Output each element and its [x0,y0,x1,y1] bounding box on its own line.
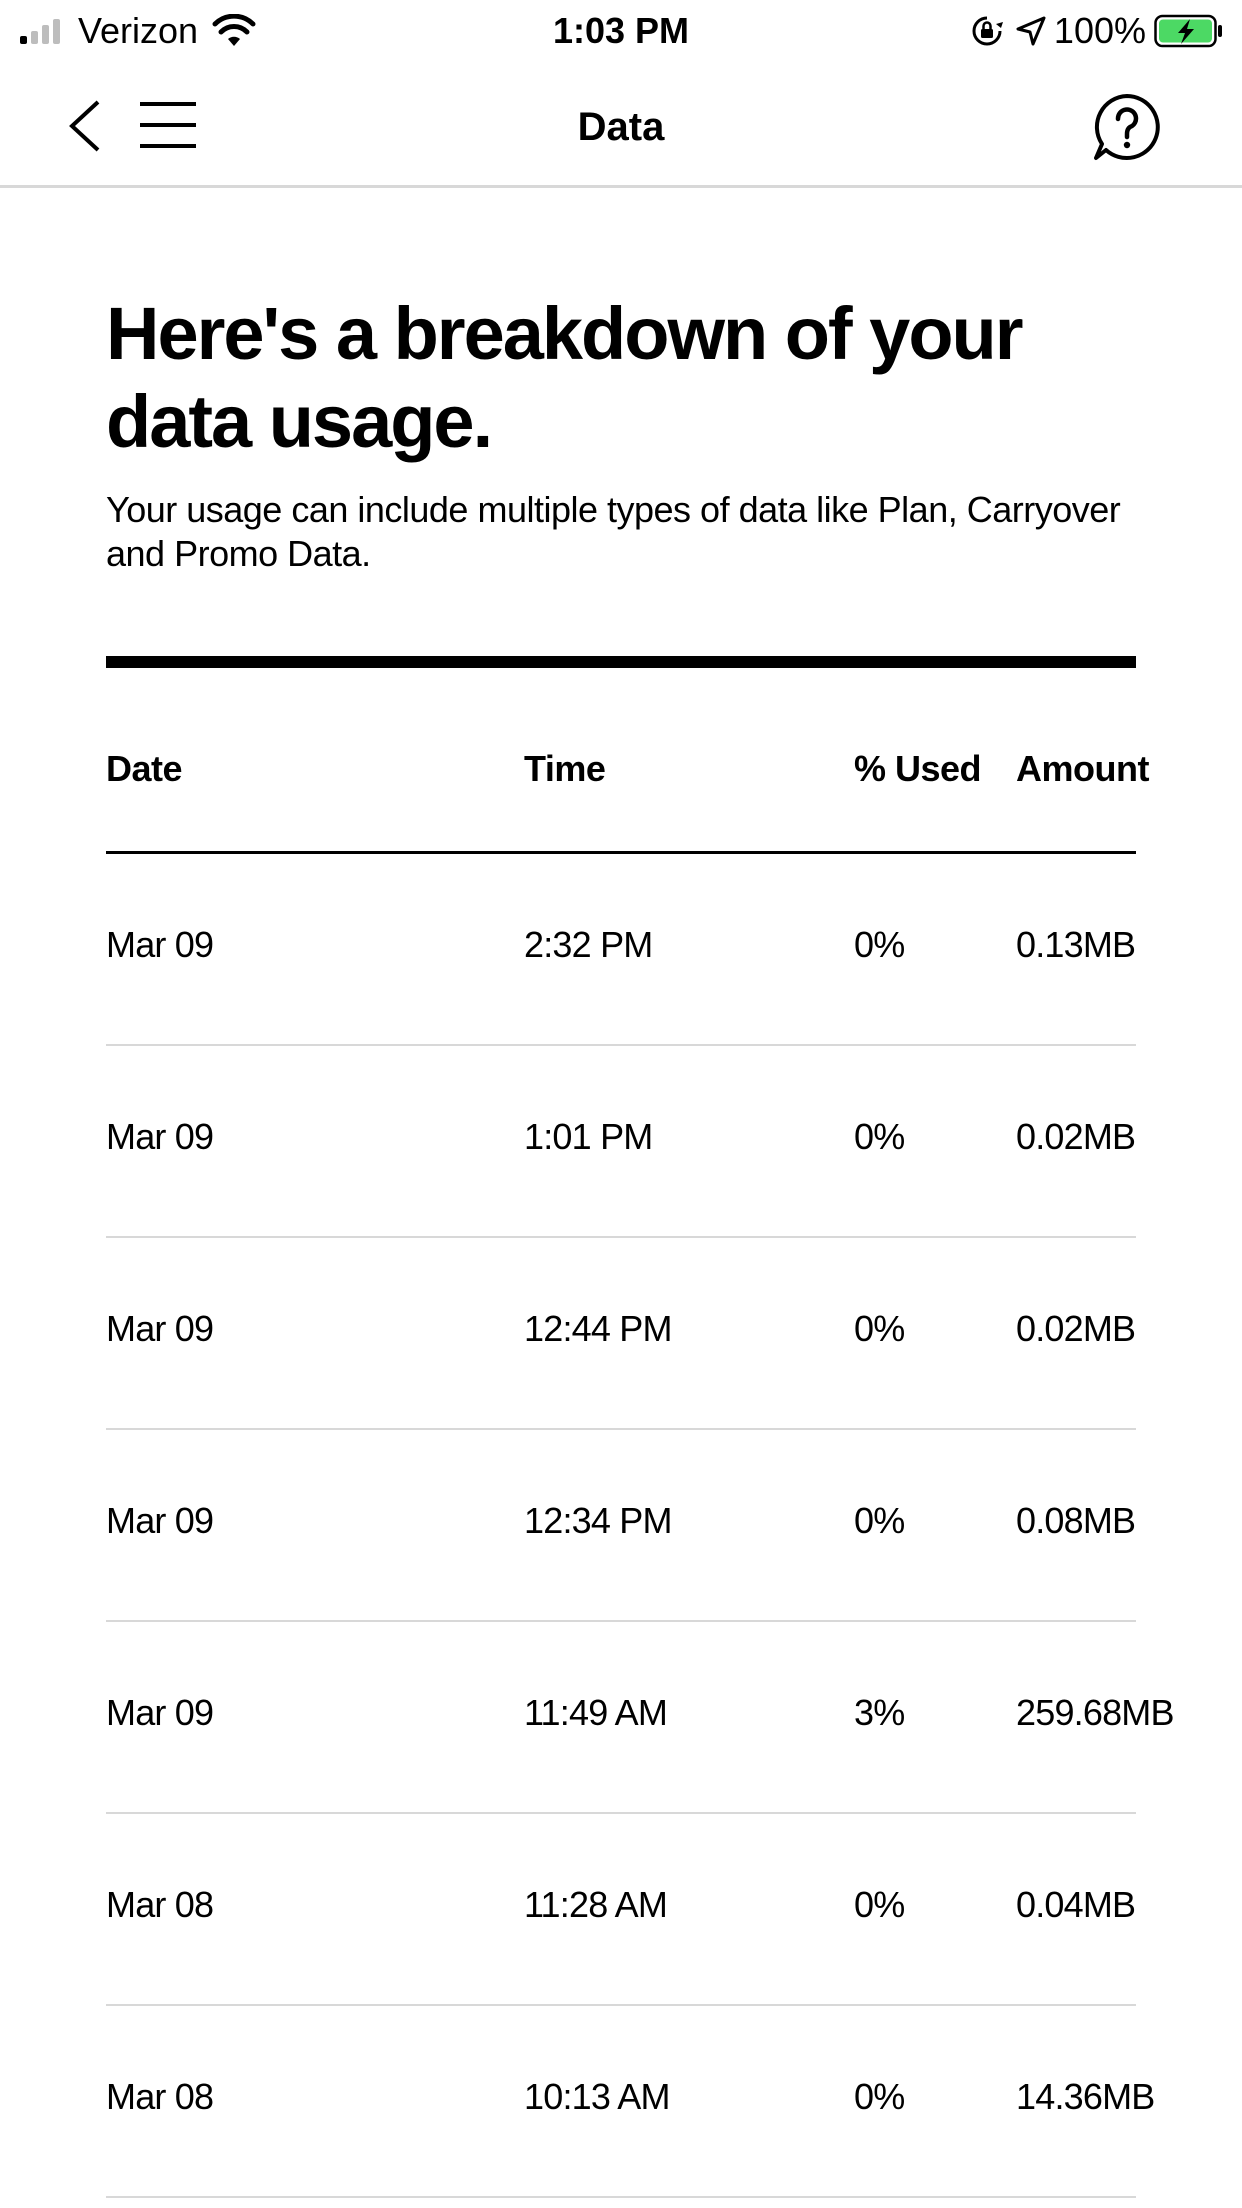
header-percent-used: % Used [854,748,982,789]
row-amount: 0.13MB [1016,924,1136,965]
row-time: 12:44 PM [524,1308,672,1349]
row-time: 2:32 PM [524,924,653,965]
status-bar [0,0,1242,62]
row-percent: 0% [854,1308,905,1349]
battery-percent: 100% [1053,10,1146,51]
header-date: Date [106,748,183,789]
row-time: 1:01 PM [524,1116,653,1157]
carrier-label: Verizon [78,10,199,51]
battery-charging-icon [1154,14,1224,48]
table-row [106,2006,1155,2198]
row-percent: 0% [854,1884,905,1925]
row-amount: 0.04MB [1016,1884,1136,1925]
row-percent: 0% [854,1500,905,1541]
row-amount: 0.08MB [1016,1500,1136,1541]
header-amount: Amount [1016,748,1149,789]
row-percent: 0% [854,1116,905,1157]
header-time: Time [524,748,606,789]
table-row [106,1430,1136,1622]
row-time: 12:34 PM [524,1500,672,1541]
table-row [106,854,1136,1046]
location-icon [1014,14,1048,48]
row-percent: 0% [854,924,905,965]
row-amount: 14.36MB [1016,2076,1155,2117]
section-divider [106,656,1136,668]
status-right [970,10,1224,52]
row-amount: 259.68MB [1016,1692,1174,1733]
main-content [106,290,1174,2198]
table-header [106,668,1149,854]
table-row [106,1238,1136,1430]
row-date: Mar 09 [106,1500,214,1541]
row-percent: 0% [854,2076,905,2117]
table-row [106,1814,1136,2006]
table-row [106,1622,1174,1814]
row-time: 11:28 AM [524,1884,668,1925]
subhead: Your usage can include multiple types of data like Plan, Carryover and Promo Data. [106,489,1121,574]
row-date: Mar 09 [106,1116,214,1157]
row-date: Mar 08 [106,1884,214,1925]
headline: Here's a breakdown of your data usage. [106,292,1022,463]
nav-bar [0,62,1242,188]
row-date: Mar 09 [106,924,214,965]
status-time: 1:03 PM [552,10,690,51]
row-amount: 0.02MB [1016,1116,1136,1157]
help-icon[interactable] [1092,92,1162,162]
table-row [106,1046,1136,1238]
row-date: Mar 08 [106,2076,214,2117]
row-time: 11:49 AM [524,1692,668,1733]
row-amount: 0.02MB [1016,1308,1136,1349]
row-percent: 3% [854,1692,905,1733]
row-date: Mar 09 [106,1308,214,1349]
row-date: Mar 09 [106,1692,214,1733]
row-time: 10:13 AM [524,2076,670,2117]
page-title: Data [577,105,665,149]
orientation-lock-icon [970,14,1004,48]
